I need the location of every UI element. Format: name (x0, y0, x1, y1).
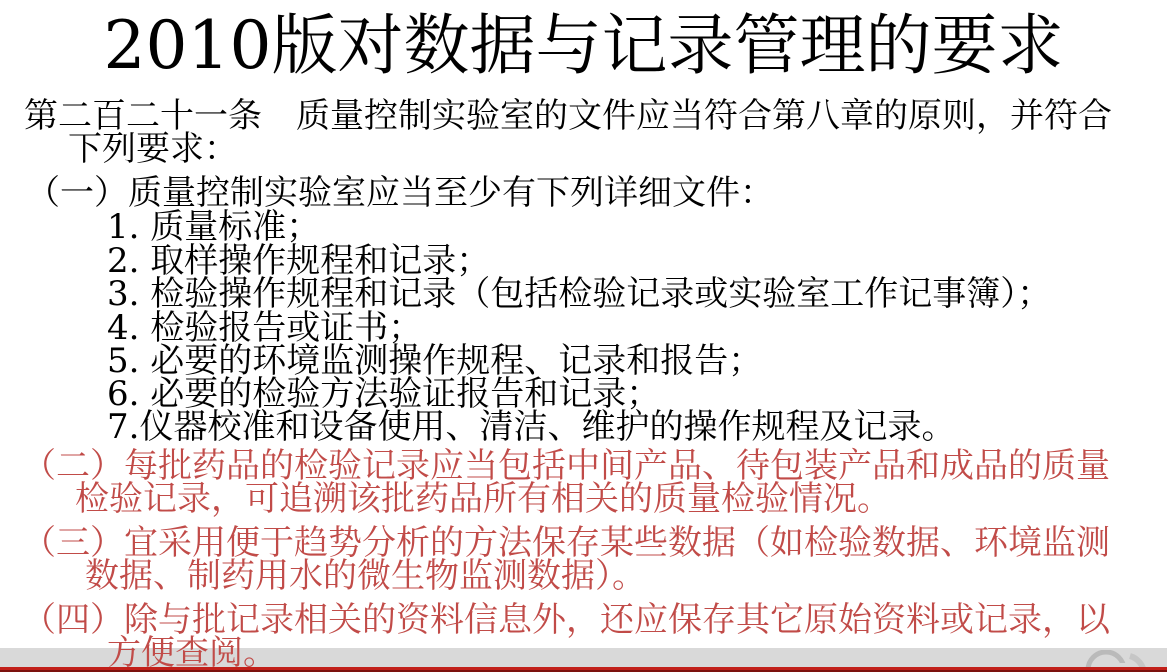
list-item-4: 4. 检验报告或证书； (107, 308, 423, 348)
list-item-1: 1. 质量标准； (107, 207, 321, 247)
body-line-article: 第二百二十一条 质量控制实验室的文件应当符合第八章的原则，并符合 (24, 96, 1112, 136)
slide-title: 2010版对数据与记录管理的要求 (103, 7, 1064, 84)
body-line-item-2: （二）每批药品的检验记录应当包括中间产品、待包装产品和成品的质量 (22, 446, 1110, 486)
body-line-item-1-head: （一）质量控制实验室应当至少有下列详细文件： (26, 173, 774, 213)
list-item-5: 5. 必要的环境监测操作规程、记录和报告； (107, 341, 763, 381)
list-item-3: 3. 检验操作规程和记录（包括检验记录或实验室工作记事簿）； (107, 274, 1052, 314)
body-line-item-4: （四）除与批记录相关的资料信息外，还应保存其它原始资料或记录，以 (22, 600, 1110, 640)
list-item-2: 2. 取样操作规程和记录； (107, 241, 491, 281)
body-line-item-3-cont: 数据、制药用水的微生物监测数据）。 (85, 556, 646, 596)
body-line-item-4-cont: 方便查阅。 (107, 633, 277, 672)
list-item-6: 6. 必要的检验方法验证报告和记录； (107, 374, 661, 414)
body-line-item-3: （三）宜采用便于趋势分析的方法保存某些数据（如检验数据、环境监测 (22, 523, 1110, 563)
body-line-item-2-cont: 检验记录，可追溯该批药品所有相关的质量检验情况。 (75, 479, 891, 519)
list-item-7: 7.仪器校准和设备使用、清洁、维护的操作规程及记录。 (107, 407, 956, 447)
body-line-article-cont: 下列要求： (68, 129, 238, 169)
